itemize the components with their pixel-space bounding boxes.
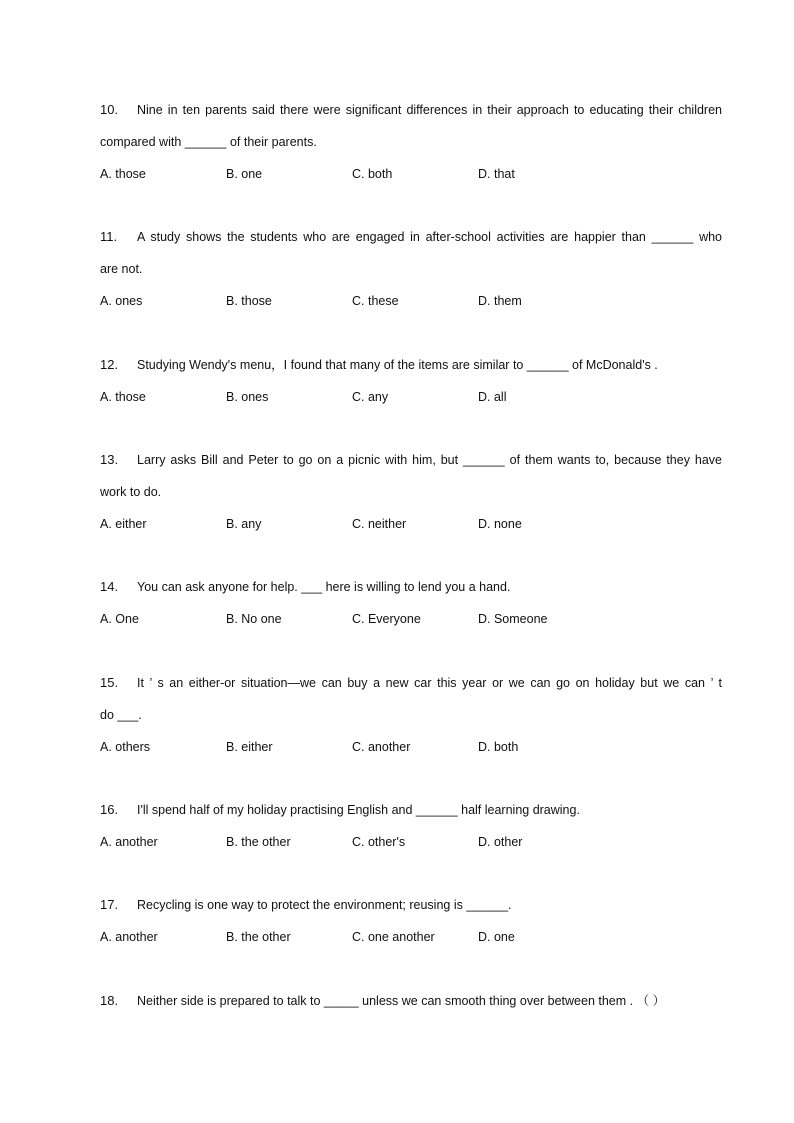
- question-stem-line: [100, 667, 722, 699]
- question-15: [100, 667, 722, 763]
- question-stem-line: [100, 794, 722, 826]
- question-16: [100, 794, 722, 858]
- option-b[interactable]: B. No one: [226, 612, 282, 626]
- options-row: [100, 603, 722, 635]
- options-row: [100, 381, 722, 413]
- option-d[interactable]: D. all: [478, 390, 507, 404]
- option-c[interactable]: C. Everyone: [352, 612, 421, 626]
- option-c[interactable]: C. these: [352, 294, 399, 308]
- option-a[interactable]: A. another: [100, 835, 158, 849]
- option-c[interactable]: C. another: [352, 740, 411, 754]
- option-c[interactable]: C. one another: [352, 930, 435, 944]
- option-d[interactable]: D. them: [478, 294, 522, 308]
- question-10: [100, 94, 722, 190]
- question-stem-line: [100, 985, 722, 1017]
- option-b[interactable]: B. ones: [226, 390, 269, 404]
- options-row: [100, 826, 722, 858]
- question-text: You can ask anyone for help. ___ here is willing to lend you a hand.: [137, 580, 511, 594]
- option-d[interactable]: D. none: [478, 517, 522, 531]
- option-c[interactable]: C. other's: [352, 835, 406, 849]
- option-b[interactable]: B. any: [226, 517, 262, 531]
- question-text: work to do.: [100, 485, 162, 499]
- question-number: 13.: [100, 452, 119, 467]
- question-13: [100, 444, 722, 540]
- option-d[interactable]: D. Someone: [478, 612, 548, 626]
- question-12: [100, 349, 722, 413]
- option-a[interactable]: A. another: [100, 930, 158, 944]
- options-row: [100, 285, 722, 317]
- option-d[interactable]: D. other: [478, 835, 523, 849]
- option-b[interactable]: B. the other: [226, 835, 291, 849]
- question-text: Studying Wendy's menu，I found that many of the items are similar to ______ of McDonald's .: [137, 358, 658, 372]
- question-text: do ___.: [100, 708, 142, 722]
- question-stem-line: [100, 349, 722, 381]
- question-stem-line: [100, 221, 722, 253]
- question-stem-line: [100, 94, 722, 126]
- question-18: [100, 985, 722, 1017]
- option-c[interactable]: C. both: [352, 167, 393, 181]
- options-row: [100, 731, 722, 763]
- question-text: compared with ______ of their parents.: [100, 135, 317, 149]
- option-a[interactable]: A. One: [100, 612, 139, 626]
- option-b[interactable]: B. either: [226, 740, 273, 754]
- question-number: 12.: [100, 357, 119, 372]
- option-d[interactable]: D. that: [478, 167, 515, 181]
- option-c[interactable]: C. neither: [352, 517, 407, 531]
- option-c[interactable]: C. any: [352, 390, 389, 404]
- option-a[interactable]: A. others: [100, 740, 151, 754]
- question-11: [100, 221, 722, 317]
- question-text: I'll spend half of my holiday practising English and ______ half learning drawing.: [137, 803, 580, 817]
- question-text: Neither side is prepared to talk to _____ unless we can smooth thing over between them . （ ）: [137, 994, 666, 1008]
- question-number: 17.: [100, 897, 119, 912]
- question-14: [100, 571, 722, 635]
- options-row: [100, 158, 722, 190]
- question-stem-line: [100, 444, 722, 476]
- question-number: 16.: [100, 802, 119, 817]
- question-text: It ’ s an either-or situation—we can buy a new car this year or we can go on holiday but we can ’ t: [137, 676, 722, 690]
- question-text: A study shows the students who are engaged in after-school activities are happier than ______ who: [137, 230, 722, 244]
- options-row: [100, 508, 722, 540]
- question-text: Recycling is one way to protect the environment; reusing is ______.: [137, 898, 512, 912]
- question-stem-line: [100, 889, 722, 921]
- option-d[interactable]: D. one: [478, 930, 515, 944]
- option-a[interactable]: A. those: [100, 167, 146, 181]
- option-b[interactable]: B. those: [226, 294, 272, 308]
- option-a[interactable]: A. either: [100, 517, 147, 531]
- question-text: Larry asks Bill and Peter to go on a picnic with him, but ______ of them wants to, because they have: [137, 453, 722, 467]
- question-text: Nine in ten parents said there were significant differences in their approach to educating their children: [137, 103, 722, 117]
- options-row: [100, 921, 722, 953]
- question-number: 14.: [100, 579, 119, 594]
- question-17: [100, 889, 722, 953]
- option-a[interactable]: A. ones: [100, 294, 143, 308]
- option-b[interactable]: B. the other: [226, 930, 291, 944]
- question-text: are not.: [100, 262, 143, 276]
- option-d[interactable]: D. both: [478, 740, 519, 754]
- option-b[interactable]: B. one: [226, 167, 263, 181]
- option-a[interactable]: A. those: [100, 390, 146, 404]
- question-number: 18.: [100, 993, 119, 1008]
- question-stem-line: [100, 571, 722, 603]
- question-number: 15.: [100, 675, 119, 690]
- question-number: 11.: [100, 229, 118, 244]
- question-number: 10.: [100, 102, 119, 117]
